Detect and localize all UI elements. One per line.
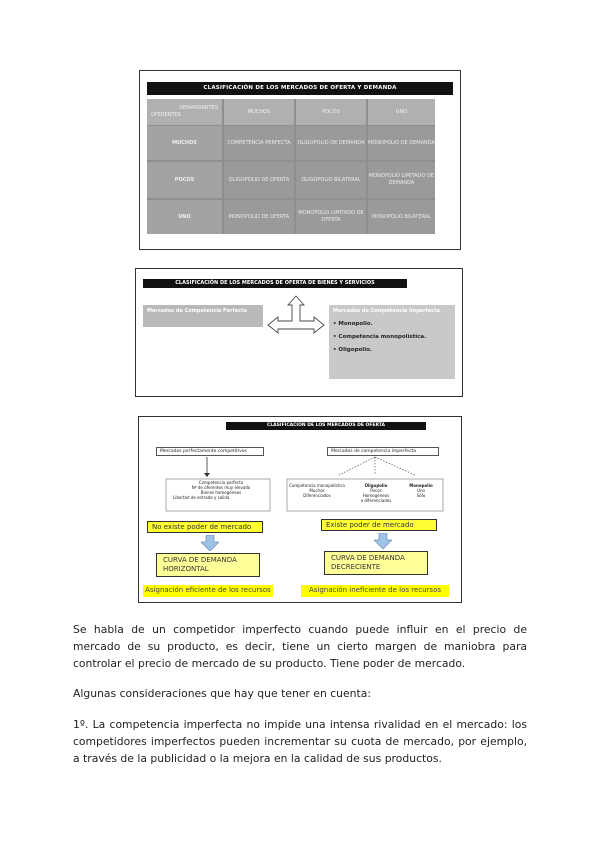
imperfect-competition-label: Mercados de Competencia Imperfecta <box>333 308 440 314</box>
detail-line: Competencia perfecta <box>198 480 244 485</box>
row-header: MUCHOS <box>147 126 222 160</box>
perfect-competition-label: Mercados de Competencia Perfecta <box>147 308 247 314</box>
horizontal-demand-curve-box: CURVA DE DEMANDA HORIZONTAL <box>156 553 260 577</box>
imperfect-competition-box <box>329 305 455 379</box>
paragraph-considerations-intro: Algunas consideraciones que hay que tener en cuenta: <box>73 687 371 700</box>
double-arrow-icon <box>264 293 328 339</box>
table-cell: MONOPOLIO BILATERAL <box>368 200 435 234</box>
detail-line: Oligopolio <box>364 483 388 488</box>
list-item: • Oligopolio. <box>333 347 372 353</box>
column-header: UNO <box>368 99 435 125</box>
detail-line: Nº de oferentes muy elevado <box>191 485 251 490</box>
efficient-allocation-band: Asignación eficiente de los recursos <box>143 585 273 597</box>
figure-goods-services-classification <box>135 268 463 397</box>
arrow-down-icon <box>201 535 219 551</box>
table-cell: MONOPOLIO LIMITADO DE OFERTA <box>296 200 366 234</box>
row-header: UNO <box>147 200 222 234</box>
monopolistic-competition-details <box>288 483 346 498</box>
oligopoly-details <box>354 483 398 503</box>
figure3-title: CLASIFICACIÓN DE LOS MERCADOS DE OFERTA <box>226 422 426 430</box>
figure2-title: CLASIFICACIÓN DE LOS MERCADOS DE OFERTA DE BIENES Y SERVICIOS <box>143 279 407 288</box>
row-header: POCOS <box>147 162 222 198</box>
decreasing-demand-curve-box: CURVA DE DEMANDA DECRECIENTE <box>324 551 428 575</box>
market-power-box: Existe poder de mercado <box>321 519 437 531</box>
detail-line: Bienes homogéneos <box>200 490 242 495</box>
figure-supply-market-diagram <box>138 416 462 603</box>
detail-line: Pocos <box>370 488 382 493</box>
list-item: • Monopolio. <box>333 321 373 327</box>
figure-market-classification-table <box>139 70 461 250</box>
imperfect-markets-list <box>333 321 451 353</box>
column-header: POCOS <box>296 99 366 125</box>
paragraph-first-consideration: 1º. La competencia imperfecta no impide una intensa rivalidad en el mercado: los competidores imperfectos pueden incrementar su cuota de mercado, por ejemplo, a través de la publicidad o la mejora en la calidad de sus productos. <box>73 718 527 765</box>
table-cell: MONOPOLIO DE OFERTA <box>224 200 294 234</box>
corner-top-label: DEMANDANTES <box>179 105 218 111</box>
table-cell: MONOPOLIO DE DEMANDA <box>368 126 435 160</box>
monopoly-details <box>403 483 439 498</box>
column-header: MUCHOS <box>224 99 294 125</box>
figure1-corner <box>147 99 222 125</box>
paragraph-imperfect-competitor: Se habla de un competidor imperfecto cuando puede influir en el precio de mercado de su producto, es decir, tiene un cierto margen de maniobra para controlar el precio de mercado de su producto. Tiene poder de mercado. <box>73 623 527 670</box>
perfect-competition-details <box>173 480 269 500</box>
table-cell: OLIGOPOLIO DE DEMANDA <box>296 126 366 160</box>
detail-line: Diferenciados <box>303 493 331 498</box>
detail-line: o diferenciados <box>360 498 392 503</box>
detail-line: Homogéneos <box>362 493 390 498</box>
figure1-title: CLASIFICACIÓN DE LOS MERCADOS DE OFERTA Y DEMANDA <box>147 82 453 95</box>
detail-line: Libertad de entrada y salida <box>173 495 230 500</box>
imperfect-markets-box: Mercados de competencia imperfecta <box>327 447 439 456</box>
detail-line: Sólo <box>416 493 426 498</box>
table-cell: OLIGOPOLIO DE OFERTA <box>224 162 294 198</box>
detail-line: Uno <box>417 488 425 493</box>
perfect-markets-box: Mercados perfectamente competitivos <box>156 447 264 456</box>
corner-bottom-label: OFERENTES <box>151 112 181 118</box>
inefficient-allocation-band: Asignación ineficiente de los recursos <box>301 585 449 597</box>
list-item: • Competencia monopolística. <box>333 334 427 340</box>
no-market-power-box: No existe poder de mercado <box>147 521 263 533</box>
detail-line: Competencia monopolística <box>289 483 345 488</box>
detail-line: Monopolio <box>409 483 433 488</box>
table-cell: OLIGOPOLIO BILATERAL <box>296 162 366 198</box>
arrow-down-icon <box>374 533 392 549</box>
detail-line: Muchos <box>309 488 325 493</box>
table-cell: COMPETENCIA PERFECTA <box>224 126 294 160</box>
perfect-competition-box <box>143 305 263 327</box>
table-cell: MONOPOLIO LIMITADO DE DEMANDA <box>368 162 435 198</box>
